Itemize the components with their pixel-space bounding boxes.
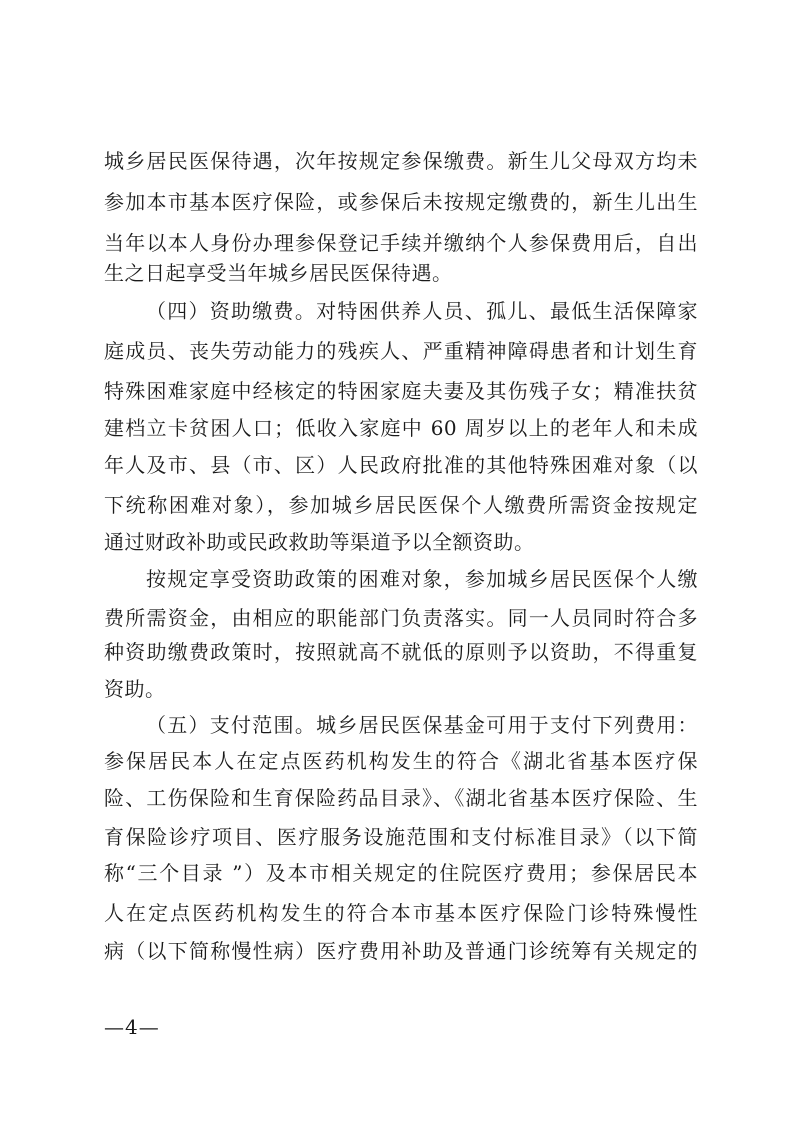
paragraph-2-line-4: 建档立卡贫困人口；低收入家庭中 60 周岁以上的老年人和未成 — [104, 416, 698, 440]
paragraph-1-line-3: 当年以本人身份办理参保登记手续并缴纳个人参保费用后，自出 — [104, 231, 698, 255]
paragraph-2-line-2: 庭成员、丧失劳动能力的残疾人、严重精神障碍患者和计划生育 — [104, 339, 698, 363]
paragraph-2-line-3: 特殊困难家庭中经核定的特困家庭夫妻及其伤残子女；精准扶贫 — [104, 379, 698, 403]
page-number: —4— — [104, 1015, 160, 1039]
paragraph-4-line-5: 称“三个目录 ”）及本市相关规定的住院医疗费用；参保居民本 — [104, 861, 698, 885]
paragraph-4-line-4: 育保险诊疗项目、医疗服务设施范围和支付标准目录》（以下简 — [104, 825, 698, 849]
paragraph-4-line-1: （五）支付范围。城乡居民医保基金可用于支付下列费用： — [146, 713, 698, 737]
paragraph-4-line-2: 参保居民本人在定点医药机构发生的符合《湖北省基本医疗保 — [104, 749, 698, 773]
paragraph-4-line-6: 人在定点医药机构发生的符合本市基本医疗保险门诊特殊慢性 — [104, 901, 698, 925]
paragraph-1-line-4: 生之日起享受当年城乡居民医保待遇。 — [104, 261, 453, 285]
paragraph-2-line-6: 下统称困难对象），参加城乡居民医保个人缴费所需资金按规定 — [104, 493, 698, 517]
paragraph-1-line-2: 参加本市基本医疗保险，或参保后未按规定缴费的，新生儿出生 — [104, 190, 698, 214]
paragraph-3-line-4: 资助。 — [104, 677, 166, 701]
paragraph-3-line-3: 种资助缴费政策时，按照就高不就低的原则予以资助，不得重复 — [104, 640, 698, 664]
paragraph-2-line-1: （四）资助缴费。对特困供养人员、孤儿、最低生活保障家 — [146, 299, 698, 323]
paragraph-2-line-5: 年人及市、县（市、区）人民政府批准的其他特殊困难对象（以 — [104, 453, 698, 477]
paragraph-3-line-2: 费所需资金，由相应的职能部门负责落实。同一人员同时符合多 — [104, 606, 698, 630]
paragraph-3-line-1: 按规定享受资助政策的困难对象，参加城乡居民医保个人缴 — [146, 567, 698, 591]
paragraph-2-line-7: 通过财政补助或民政救助等渠道予以全额资助。 — [104, 530, 535, 554]
paragraph-1-line-1: 城乡居民医保待遇，次年按规定参保缴费。新生儿父母双方均未 — [104, 149, 698, 173]
paragraph-4-line-7: 病（以下简称慢性病）医疗费用补助及普通门诊统筹有关规定的 — [104, 939, 698, 963]
paragraph-4-line-3: 险、工伤保险和生育保险药品目录》、《湖北省基本医疗保险、生 — [104, 786, 698, 810]
